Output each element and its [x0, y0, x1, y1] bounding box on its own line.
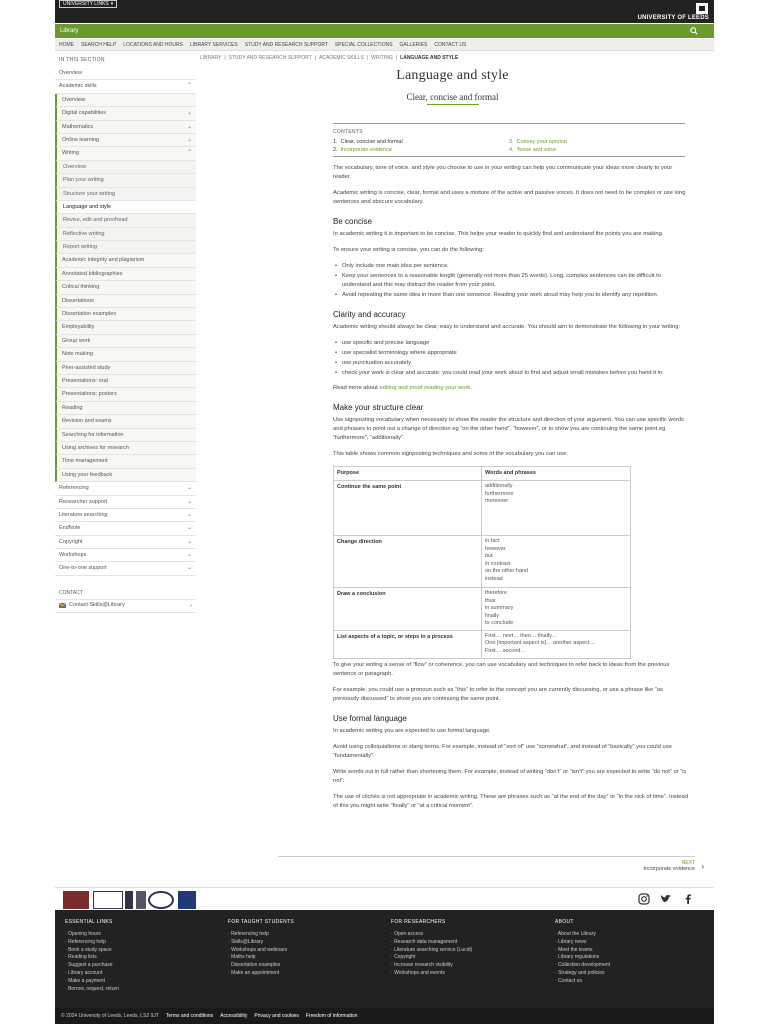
sidebar-item[interactable] — [55, 281, 196, 294]
university-links-label: UNIVERSITY LINKS — [63, 1, 109, 7]
table-cell-words: in fact however but in contrast on the other hand instead — [482, 536, 631, 588]
heading-formal: Use formal language — [333, 713, 407, 723]
chevron-right-icon: › — [701, 862, 704, 871]
contact-skills-link[interactable] — [55, 600, 196, 613]
sidebar-item[interactable] — [55, 402, 196, 415]
nav-contact-us[interactable]: CONTACT US — [434, 41, 467, 48]
footer-heading: ABOUT — [555, 919, 574, 925]
table-header-words: Words and phrases — [482, 467, 631, 481]
facebook-icon[interactable] — [682, 893, 694, 905]
sidebar-heading: IN THIS SECTION — [59, 57, 105, 63]
sidebar-item[interactable] — [55, 509, 196, 522]
chevron-down-icon[interactable]: ⌄ — [186, 498, 192, 505]
breadcrumb-current: LANGUAGE AND STYLE — [400, 55, 459, 61]
subtitle-underline — [427, 104, 479, 105]
chevron-down-icon[interactable]: ⌄ — [186, 565, 192, 572]
footer-link[interactable]: · Book a study space — [65, 947, 119, 955]
section-bar — [55, 24, 714, 38]
concise-paragraph-2: To ensure your writing is concise, you can do the following: — [333, 247, 484, 253]
table-cell-words: First… next… then… finally… One [important aspect is]… another aspect… First… second… — [482, 630, 631, 658]
structure-paragraph-2: This table shows common signposting techniques and some of the vocabulary you can use. — [333, 451, 568, 457]
sidebar-item[interactable] — [55, 254, 196, 267]
footer-heading: FOR TAUGHT STUDENTS — [228, 919, 294, 925]
accreditation-logo-3[interactable] — [125, 891, 133, 909]
table-row — [334, 630, 631, 658]
sidebar-item-label: Revision and exams — [62, 418, 112, 425]
sidebar-item-label: Annotated bibliographies — [62, 270, 123, 277]
clarity-paragraph: Academic writing should always be clear, easy to understand and accurate. You should aim to demonstrate the following in your writing: — [333, 324, 681, 330]
footer-link[interactable]: · Make an appointment — [228, 970, 294, 978]
clarity-list — [333, 339, 688, 378]
sidebar-item[interactable] — [55, 549, 196, 562]
footer-heading: FOR RESEARCHERS — [391, 919, 446, 925]
sidebar-item-label: Presentations: posters — [62, 391, 117, 398]
sidebar-item[interactable] — [55, 482, 196, 495]
nav-study-research[interactable]: STUDY AND RESEARCH SUPPORT — [244, 41, 328, 48]
footer-link[interactable]: · Maths help — [228, 954, 294, 962]
chevron-down-icon[interactable]: ⌄ — [186, 525, 192, 532]
concise-list — [333, 262, 688, 300]
chevron-right-icon: › — [190, 602, 192, 609]
heading-be-concise: Be concise — [333, 217, 373, 226]
footer-link[interactable]: · Referencing help — [228, 931, 294, 939]
sidebar-item[interactable] — [55, 121, 196, 134]
footer-link[interactable]: · Opening hours — [65, 931, 119, 939]
structure-paragraph-1: Use signposting vocabulary when necessary to show the reader the structure and direction of your argument. You can use specific words and phrases to point out a change of direction eg “on the other hand”, “however”, or to show you are continuing the same point eg “furthermore”, “additionally”. — [333, 417, 684, 441]
sidebar-item-label: Searching for information — [62, 431, 124, 438]
table-cell-words: therefore thus in summary finally to conclude — [482, 588, 631, 631]
table-header-purpose: Purpose — [334, 467, 482, 481]
sidebar-item-label: Critical thinking — [62, 284, 100, 291]
museum-logo[interactable] — [93, 891, 123, 909]
breadcrumb-writing[interactable]: WRITING — [371, 55, 393, 61]
contact-heading: CONTACT — [55, 586, 196, 600]
footer-link[interactable]: · Library regulations — [555, 954, 610, 962]
accreditation-logo-1[interactable] — [63, 891, 89, 909]
breadcrumb-study-research[interactable]: STUDY AND RESEARCH SUPPORT — [228, 55, 312, 61]
heading-clarity: Clarity and accuracy — [333, 310, 406, 319]
sidebar-item[interactable] — [55, 161, 196, 174]
page-title: Language and style — [396, 68, 509, 83]
nav-home[interactable]: HOME — [59, 41, 74, 48]
sidebar-item[interactable] — [55, 442, 196, 455]
sidebar-item-label: Writing — [62, 150, 80, 157]
toc-heading: CONTENTS — [333, 129, 363, 135]
nav-locations[interactable]: LOCATIONS AND HOURS — [123, 41, 183, 48]
heading-structure: Make your structure clear — [333, 403, 424, 412]
table-row — [334, 481, 631, 536]
accreditation-logo-6[interactable] — [178, 891, 196, 909]
university-name[interactable]: UNIVERSITY OF LEEDS — [637, 15, 709, 21]
footer-link[interactable]: · Suggest a purchase — [65, 962, 119, 970]
formal-paragraph-2: Avoid using colloquialisms or slang terms. For example, instead of “sort of” use “somewhat”, and instead of “basically” you could use “fundamentally”. — [333, 743, 672, 759]
top-bar — [55, 0, 714, 23]
breadcrumb: LIBRARY | STUDY AND RESEARCH SUPPORT | ACADEMIC SKILLS | WRITING | LANGUAGE AND STYLE — [200, 55, 459, 61]
sidebar-item[interactable] — [55, 295, 196, 308]
footer-link[interactable]: · Dissertation examples — [228, 962, 294, 970]
sidebar-item[interactable] — [55, 321, 196, 334]
footer-link[interactable]: · Borrow, request, return — [65, 986, 119, 994]
footer-link[interactable]: · Workshops and webinars — [228, 947, 294, 955]
search-icon[interactable] — [690, 27, 698, 35]
sidebar-item-label: Copyright — [59, 538, 83, 545]
page-subtitle: Clear, concise and formal — [406, 92, 499, 102]
flow-paragraph-1: To give your writing a sense of “flow” or coherence, you can use vocabulary and techniques to refer back to ideas from the previous sentence or paragraph. — [333, 661, 670, 677]
footer-col-essential — [65, 919, 119, 993]
sidebar-item[interactable] — [55, 107, 196, 120]
table-cell-purpose: Draw a conclusion — [334, 588, 482, 631]
next-page-link[interactable] — [643, 860, 704, 872]
twitter-icon[interactable] — [660, 893, 672, 905]
table-cell-words: additionally furthermore moreover — [482, 481, 631, 536]
sidebar-item-label: Academic integrity and plagiarism — [62, 257, 145, 264]
formal-paragraph-4: The use of clichés is not appropriate in academic writing. These are phrases such as “at the end of the day” or “in the nick of time”. Instead of this you might write “finally” or “at a critical moment”. — [333, 793, 688, 809]
nav-galleries[interactable]: GALLERIES — [399, 41, 428, 48]
toc-item-2[interactable]: 2. Incorporate evidence — [333, 147, 393, 153]
footer-link[interactable]: · Meet the teams — [555, 947, 610, 955]
sidebar-item[interactable] — [55, 562, 196, 575]
accreditation-logos — [55, 887, 714, 910]
sidebar-item-label: Overview — [59, 70, 82, 76]
article-body — [333, 164, 688, 811]
chevron-up-icon[interactable]: ⌃ — [186, 83, 192, 90]
chevron-down-icon[interactable]: ⌄ — [186, 538, 192, 545]
intro-paragraph-2: Academic writing is concise, clear, formal and uses a mixture of the active and passive voices. It does not need to be complex or use long sentences and obscure vocabulary. — [333, 190, 686, 205]
chevron-down-icon[interactable]: ⌄ — [186, 485, 192, 492]
sidebar-item-label: Structure your writing — [63, 190, 115, 197]
footer — [55, 910, 714, 1008]
terms-link[interactable]: Terms and conditions — [165, 1013, 214, 1019]
list-item: • Keep your sentences to a reasonable length (generally not more than 25 words). Long, complex sentences can be difficult to understand and this may distract the reader from your point. — [333, 272, 688, 290]
sidebar-item[interactable] — [55, 67, 196, 80]
sidebar-item-label: Using archives for research — [62, 444, 129, 451]
signposting-table — [333, 466, 631, 659]
footer-link[interactable]: · Library news — [555, 939, 610, 947]
sidebar-item-label: Researcher support — [59, 498, 108, 505]
table-cell-purpose: List aspects of a topic, or steps in a process — [334, 630, 482, 658]
sidebar-item-label: Overview — [62, 96, 85, 103]
chevron-down-icon[interactable]: ⌄ — [186, 123, 192, 130]
sidebar-item-label: Using your feedback — [62, 471, 113, 478]
table-row — [334, 536, 631, 588]
breadcrumb-academic-skills[interactable]: ACADEMIC SKILLS — [319, 55, 364, 61]
concise-paragraph-1: In academic writing it is important to be concise. This helps your reader to quickly find and understand the points you are making. — [333, 231, 664, 237]
footer-link[interactable]: · Copyright — [391, 954, 472, 962]
sidebar-item-label: Reading — [62, 404, 83, 411]
footer-link[interactable]: · About the Library — [555, 931, 610, 939]
sidebar-item[interactable] — [55, 415, 196, 428]
sidebar-item[interactable] — [55, 174, 196, 187]
list-item: • use specialist terminology where appropriate — [333, 349, 688, 358]
sidebar-item[interactable] — [55, 469, 196, 482]
sidebar-item-label: Digital capabilities — [62, 110, 107, 117]
sidebar — [55, 54, 196, 613]
footer-col-about — [555, 919, 610, 986]
footer-col-researchers — [391, 919, 472, 978]
table-cell-purpose: Change direction — [334, 536, 482, 588]
sidebar-item-label: Note making — [62, 351, 93, 358]
read-more-paragraph: Read more about editing and proof reading your work. — [333, 385, 472, 391]
footer-bottom-bar — [55, 1008, 714, 1024]
list-item: • check your work is clear and accurate: you could read your work aloud to find and adjust small mistakes before you hand it in. — [333, 369, 688, 378]
footer-link[interactable]: · Contact us — [555, 978, 610, 986]
accessibility-link[interactable]: Accessibility — [220, 1013, 248, 1019]
sidebar-item[interactable] — [55, 147, 196, 160]
sidebar-item-label: Presentations: oral — [62, 377, 108, 384]
next-title: Incorporate evidence — [643, 866, 695, 872]
flow-paragraph-2: For example, you could use a pronoun such as “this” to refer to the concept you are currently discussing, or use a phrase like “as previously discussed” to show you are continuing the same point. — [333, 686, 663, 702]
sidebar-item[interactable] — [55, 241, 196, 254]
sidebar-item-label: Online learning — [62, 136, 99, 143]
list-item: • use specific and precise language — [333, 339, 688, 348]
contact-skills-label: Contact Skills@Library — [69, 602, 125, 609]
list-item: • use punctuation accurately — [333, 359, 688, 368]
sidebar-item[interactable] — [55, 188, 196, 201]
footer-heading: ESSENTIAL LINKS — [65, 919, 113, 925]
sidebar-item[interactable] — [55, 80, 196, 93]
formal-paragraph-1: In academic writing you are expected to use formal language. — [333, 727, 491, 734]
sidebar-item-label: Overview — [63, 163, 86, 170]
footer-link[interactable]: · Strategy and policies — [555, 970, 610, 978]
sidebar-item[interactable] — [55, 308, 196, 321]
footer-link[interactable]: · Skills@Library — [228, 939, 294, 947]
table-cell-purpose: Continue the same point — [334, 481, 482, 536]
sidebar-item[interactable] — [55, 522, 196, 535]
instagram-icon[interactable] — [638, 893, 650, 905]
sidebar-item-label: Time management — [62, 458, 108, 465]
university-links-button[interactable] — [59, 0, 117, 8]
chevron-down-icon[interactable]: ⌄ — [186, 110, 192, 117]
sidebar-item-label: Literature searching — [59, 511, 108, 518]
university-crest-logo[interactable] — [696, 3, 708, 14]
main-nav — [55, 39, 714, 51]
sidebar-item[interactable] — [55, 268, 196, 281]
table-row — [334, 588, 631, 631]
formal-paragraph-3: Write words out in full rather than shortening them. For example, instead of writing “don’t” or “isn’t” you are expected to write “do not” or “is not”. — [333, 768, 687, 784]
sidebar-item-label: Plan your writing — [63, 177, 104, 184]
sidebar-item-label: Language and style — [63, 203, 112, 210]
sidebar-item-label: EndNote — [59, 525, 81, 532]
next-label: NEXT — [681, 860, 695, 866]
section-title[interactable]: Library — [60, 28, 79, 34]
sidebar-item-label: Group work — [62, 337, 91, 344]
chevron-down-icon[interactable]: ⌄ — [186, 136, 192, 143]
sidebar-item-label: Reflective writing — [63, 230, 105, 237]
caret-down-icon: ▾ — [110, 1, 114, 7]
footer-link[interactable]: · Reading lists — [65, 954, 119, 962]
sidebar-item[interactable] — [55, 388, 196, 401]
sidebar-list — [55, 67, 196, 576]
intro-paragraph-1: The vocabulary, tone of voice, and style you choose to use in your writing can help you communicate your ideas more clearly to your reader. — [333, 165, 673, 180]
footer-link[interactable]: · Make a payment — [65, 978, 119, 986]
nav-library-services[interactable]: LIBRARY SERVICES — [189, 41, 238, 48]
footer-link[interactable]: · Literature searching service (Lucid) — [391, 947, 472, 955]
sidebar-item[interactable] — [55, 375, 196, 388]
footer-col-taught — [228, 919, 294, 978]
sidebar-item-label: Mathematics — [62, 123, 94, 130]
table-of-contents — [333, 123, 685, 157]
copyright-text: © 2024 University of Leeds, Leeds, LS2 9JT — [61, 1013, 159, 1019]
sidebar-item-label: Dissertations — [62, 297, 94, 304]
next-divider — [278, 856, 695, 857]
sidebar-item-label: Employability — [62, 324, 95, 331]
page-shell — [55, 0, 714, 1024]
footer-link[interactable]: · Increase research visibility — [391, 962, 472, 970]
sidebar-item[interactable] — [55, 201, 196, 214]
footer-link[interactable]: · Library account — [65, 970, 119, 978]
sidebar-item[interactable] — [55, 134, 196, 147]
footer-link[interactable]: · Referencing help — [65, 939, 119, 947]
chevron-up-icon[interactable]: ⌃ — [186, 150, 192, 157]
footer-link[interactable]: · Collection development — [555, 962, 610, 970]
sidebar-item-label: Dissertation examples — [62, 311, 117, 318]
envelope-icon — [59, 603, 66, 608]
sidebar-item-label: Academic skills — [59, 83, 97, 90]
chevron-down-icon[interactable]: ⌄ — [186, 552, 192, 559]
sidebar-item[interactable] — [55, 228, 196, 241]
list-item: • Avoid repeating the same idea in more than one sentence. Reading your work aloud may help you to identify any repetition. — [333, 291, 688, 300]
sidebar-item-label: Referencing — [59, 485, 89, 492]
sidebar-item-label: Workshops — [59, 552, 87, 559]
sidebar-item[interactable] — [55, 455, 196, 468]
footer-link[interactable]: · Research data management — [391, 939, 472, 947]
nav-special-collections[interactable]: SPECIAL COLLECTIONS — [334, 41, 393, 48]
main-content — [200, 54, 705, 880]
sidebar-item-label: One-to-one support — [59, 565, 107, 572]
accreditation-logo-5[interactable] — [148, 891, 174, 909]
sidebar-item-label: Revise, edit and proofread — [63, 217, 128, 224]
sidebar-item[interactable] — [55, 335, 196, 348]
chevron-down-icon[interactable]: ⌄ — [186, 511, 192, 518]
footer-link[interactable]: · Workshops and events — [391, 970, 472, 978]
sidebar-item[interactable] — [55, 536, 196, 549]
sidebar-item-label: Peer-assisted study — [62, 364, 111, 371]
editing-proofreading-link[interactable]: editing and proof reading your work — [379, 385, 471, 391]
list-item: • Only include one main idea per sentence. — [333, 262, 688, 271]
toc-item-3[interactable]: 3. Convey your opinion — [509, 139, 567, 145]
sidebar-item[interactable] — [55, 214, 196, 227]
privacy-link[interactable]: Privacy and cookies — [254, 1013, 299, 1019]
toc-item-1[interactable]: 1. Clear, concise and formal — [333, 139, 403, 145]
breadcrumb-library[interactable]: LIBRARY — [200, 55, 222, 61]
footer-link[interactable]: · Open access — [391, 931, 472, 939]
sidebar-item-label: Report writing — [63, 244, 97, 251]
toc-item-4[interactable]: 4. Tense and voice — [509, 147, 557, 153]
foi-link[interactable]: Freedom of information — [305, 1013, 358, 1019]
sidebar-item[interactable] — [55, 429, 196, 442]
sidebar-item[interactable] — [55, 362, 196, 375]
nav-search-help[interactable]: SEARCH HELP — [81, 41, 117, 48]
sidebar-item[interactable] — [55, 348, 196, 361]
sidebar-item[interactable] — [55, 94, 196, 107]
sidebar-item[interactable] — [55, 496, 196, 509]
accreditation-logo-4[interactable] — [136, 891, 146, 909]
